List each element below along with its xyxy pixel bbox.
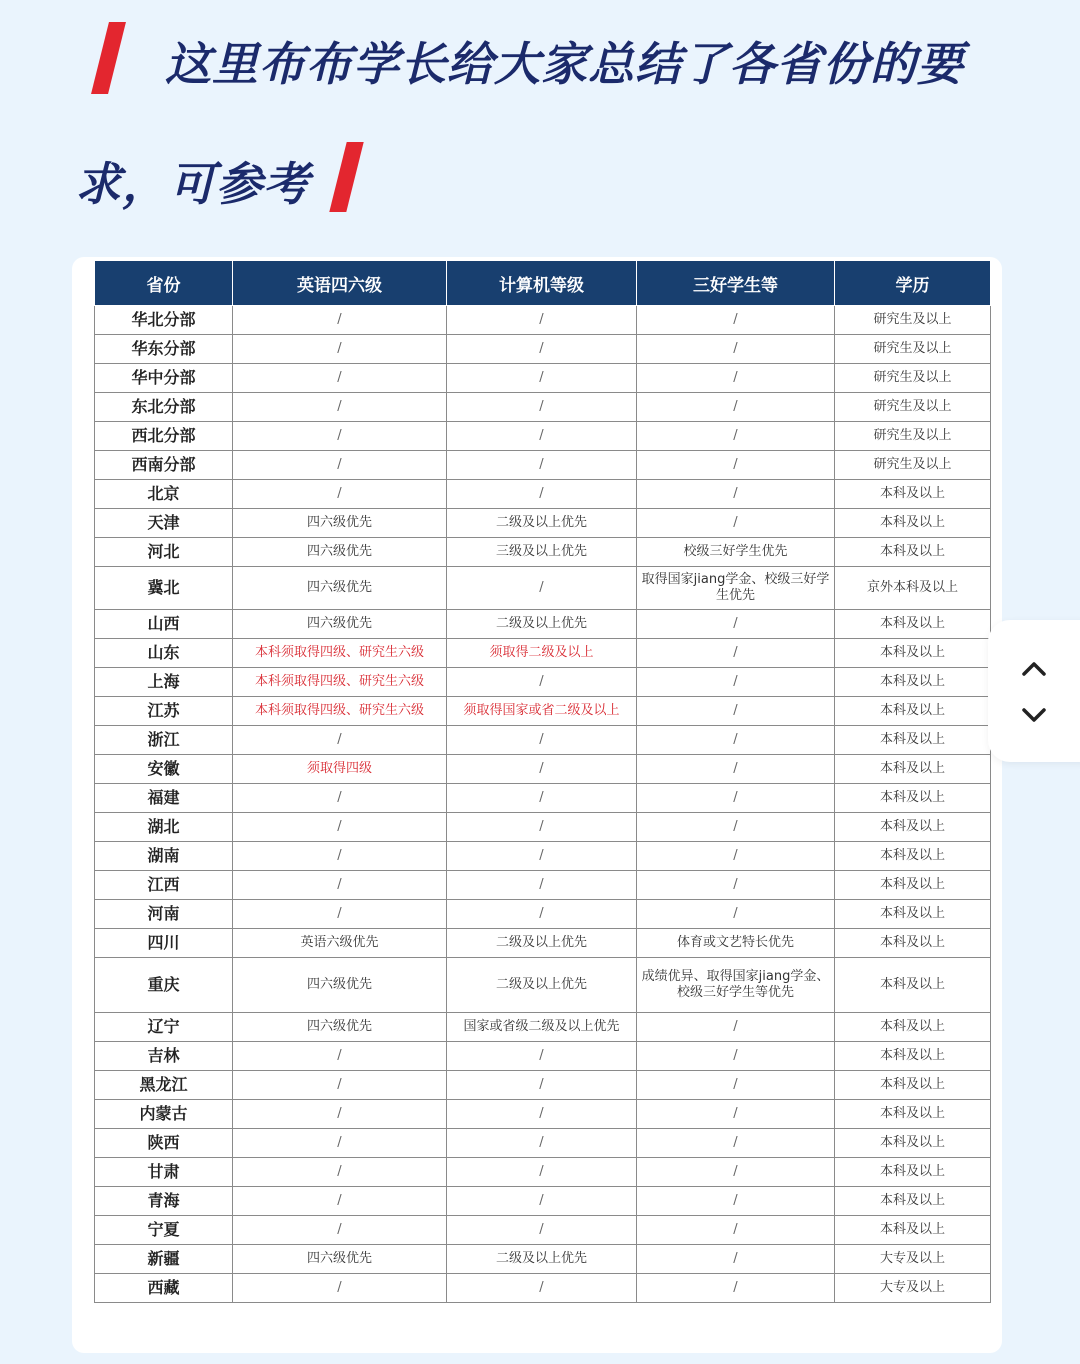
province-cell: 黑龙江 <box>95 1071 233 1100</box>
computer-cell: / <box>447 1042 637 1071</box>
education-cell: 大专及以上 <box>835 1274 991 1303</box>
english-cell: 四六级优先 <box>233 567 447 610</box>
table-row <box>95 1013 991 1042</box>
merit-cell: / <box>637 1274 835 1303</box>
province-cell: 甘肃 <box>95 1158 233 1187</box>
english-cell: 四六级优先 <box>233 1013 447 1042</box>
province-cell: 东北分部 <box>95 393 233 422</box>
merit-cell: / <box>637 842 835 871</box>
table-row <box>95 567 991 610</box>
merit-cell: / <box>637 871 835 900</box>
education-cell: 本科及以上 <box>835 813 991 842</box>
education-cell: 本科及以上 <box>835 509 991 538</box>
education-cell: 研究生及以上 <box>835 306 991 335</box>
province-cell: 浙江 <box>95 726 233 755</box>
table-row <box>95 842 991 871</box>
merit-cell: / <box>637 480 835 509</box>
heading-line-1: 这里布布学长给大家总结了各省份的要 <box>165 37 964 91</box>
header-merit: 三好学生等 <box>637 261 835 306</box>
english-cell: 四六级优先 <box>233 509 447 538</box>
table-row <box>95 900 991 929</box>
province-cell: 西北分部 <box>95 422 233 451</box>
province-cell: 吉林 <box>95 1042 233 1071</box>
computer-cell: / <box>447 364 637 393</box>
education-cell: 本科及以上 <box>835 1187 991 1216</box>
english-cell: / <box>233 1042 447 1071</box>
computer-cell: 二级及以上优先 <box>447 509 637 538</box>
english-cell: / <box>233 306 447 335</box>
red-accent-bar <box>329 142 363 212</box>
computer-cell: / <box>447 1187 637 1216</box>
province-cell: 西藏 <box>95 1274 233 1303</box>
english-cell: / <box>233 1187 447 1216</box>
computer-cell: / <box>447 726 637 755</box>
province-cell: 上海 <box>95 668 233 697</box>
merit-cell: / <box>637 1245 835 1274</box>
computer-cell: / <box>447 1216 637 1245</box>
merit-cell: / <box>637 335 835 364</box>
table-row <box>95 784 991 813</box>
article-heading <box>0 0 1080 240</box>
merit-cell: / <box>637 1071 835 1100</box>
computer-cell: / <box>447 567 637 610</box>
province-cell: 冀北 <box>95 567 233 610</box>
english-cell: / <box>233 1274 447 1303</box>
province-cell: 新疆 <box>95 1245 233 1274</box>
merit-cell: / <box>637 726 835 755</box>
education-cell: 本科及以上 <box>835 1071 991 1100</box>
province-cell: 福建 <box>95 784 233 813</box>
table-row <box>95 929 991 958</box>
merit-cell: / <box>637 1100 835 1129</box>
education-cell: 本科及以上 <box>835 1216 991 1245</box>
province-cell: 辽宁 <box>95 1013 233 1042</box>
merit-cell: / <box>637 393 835 422</box>
education-cell: 本科及以上 <box>835 697 991 726</box>
province-cell: 江苏 <box>95 697 233 726</box>
education-cell: 本科及以上 <box>835 784 991 813</box>
table-row <box>95 1100 991 1129</box>
table-row <box>95 726 991 755</box>
english-cell: / <box>233 480 447 509</box>
table-row <box>95 364 991 393</box>
table-row <box>95 755 991 784</box>
header-education: 学历 <box>835 261 991 306</box>
merit-cell: / <box>637 668 835 697</box>
table-row <box>95 1129 991 1158</box>
table-row <box>95 1158 991 1187</box>
merit-cell: / <box>637 1187 835 1216</box>
merit-cell: 校级三好学生优先 <box>637 538 835 567</box>
table-row <box>95 451 991 480</box>
header-computer: 计算机等级 <box>447 261 637 306</box>
table-row <box>95 538 991 567</box>
merit-cell: / <box>637 697 835 726</box>
english-cell: / <box>233 1100 447 1129</box>
province-requirements-table <box>94 260 991 1303</box>
education-cell: 本科及以上 <box>835 842 991 871</box>
province-cell: 江西 <box>95 871 233 900</box>
merit-cell: 取得国家jiang学金、校级三好学生优先 <box>637 567 835 610</box>
province-cell: 河北 <box>95 538 233 567</box>
province-cell: 华北分部 <box>95 306 233 335</box>
computer-cell: / <box>447 755 637 784</box>
computer-cell: / <box>447 842 637 871</box>
computer-cell: / <box>447 1129 637 1158</box>
merit-cell: / <box>637 451 835 480</box>
computer-cell: / <box>447 335 637 364</box>
education-cell: 本科及以上 <box>835 929 991 958</box>
english-cell: / <box>233 1071 447 1100</box>
province-cell: 湖北 <box>95 813 233 842</box>
education-cell: 本科及以上 <box>835 1158 991 1187</box>
table-row <box>95 958 991 1013</box>
education-cell: 本科及以上 <box>835 480 991 509</box>
merit-cell: / <box>637 639 835 668</box>
computer-cell: 三级及以上优先 <box>447 538 637 567</box>
table-card <box>72 257 1002 1353</box>
table-row <box>95 1187 991 1216</box>
education-cell: 京外本科及以上 <box>835 567 991 610</box>
province-cell: 重庆 <box>95 958 233 1013</box>
english-cell: / <box>233 1216 447 1245</box>
computer-cell: 国家或省级二级及以上优先 <box>447 1013 637 1042</box>
table-row <box>95 480 991 509</box>
computer-cell: / <box>447 1274 637 1303</box>
merit-cell: / <box>637 1216 835 1245</box>
merit-cell: / <box>637 1042 835 1071</box>
page-nav-pill <box>988 620 1080 762</box>
merit-cell: / <box>637 1129 835 1158</box>
chevron-up-icon[interactable] <box>1020 660 1048 678</box>
province-cell: 内蒙古 <box>95 1100 233 1129</box>
education-cell: 本科及以上 <box>835 668 991 697</box>
province-cell: 四川 <box>95 929 233 958</box>
table-row <box>95 422 991 451</box>
english-cell: 本科须取得四级、研究生六级 <box>233 697 447 726</box>
province-cell: 青海 <box>95 1187 233 1216</box>
computer-cell: / <box>447 306 637 335</box>
province-cell: 山东 <box>95 639 233 668</box>
table-row <box>95 393 991 422</box>
table-row <box>95 1245 991 1274</box>
computer-cell: 二级及以上优先 <box>447 610 637 639</box>
english-cell: / <box>233 451 447 480</box>
computer-cell: / <box>447 1100 637 1129</box>
english-cell: / <box>233 364 447 393</box>
province-cell: 华中分部 <box>95 364 233 393</box>
merit-cell: / <box>637 610 835 639</box>
education-cell: 本科及以上 <box>835 900 991 929</box>
computer-cell: / <box>447 422 637 451</box>
education-cell: 本科及以上 <box>835 726 991 755</box>
heading-line-2: 求，可参考 <box>75 157 310 211</box>
province-cell: 天津 <box>95 509 233 538</box>
education-cell: 本科及以上 <box>835 1013 991 1042</box>
computer-cell: 二级及以上优先 <box>447 929 637 958</box>
table-row <box>95 668 991 697</box>
table-row <box>95 1216 991 1245</box>
table-row <box>95 813 991 842</box>
province-cell: 西南分部 <box>95 451 233 480</box>
computer-cell: / <box>447 900 637 929</box>
table-row <box>95 697 991 726</box>
province-cell: 山西 <box>95 610 233 639</box>
computer-cell: / <box>447 784 637 813</box>
province-cell: 河南 <box>95 900 233 929</box>
english-cell: 四六级优先 <box>233 1245 447 1274</box>
red-accent-bar <box>91 22 126 94</box>
english-cell: 须取得四级 <box>233 755 447 784</box>
header-english: 英语四六级 <box>233 261 447 306</box>
english-cell: / <box>233 1158 447 1187</box>
education-cell: 大专及以上 <box>835 1245 991 1274</box>
education-cell: 本科及以上 <box>835 1042 991 1071</box>
table-row <box>95 306 991 335</box>
education-cell: 研究生及以上 <box>835 451 991 480</box>
education-cell: 本科及以上 <box>835 1100 991 1129</box>
english-cell: / <box>233 335 447 364</box>
province-cell: 湖南 <box>95 842 233 871</box>
table-row <box>95 639 991 668</box>
english-cell: / <box>233 900 447 929</box>
province-cell: 北京 <box>95 480 233 509</box>
education-cell: 本科及以上 <box>835 639 991 668</box>
computer-cell: 二级及以上优先 <box>447 958 637 1013</box>
header-province: 省份 <box>95 261 233 306</box>
table-row <box>95 1071 991 1100</box>
english-cell: / <box>233 813 447 842</box>
english-cell: / <box>233 422 447 451</box>
computer-cell: / <box>447 1071 637 1100</box>
merit-cell: / <box>637 900 835 929</box>
english-cell: 四六级优先 <box>233 538 447 567</box>
table-row <box>95 509 991 538</box>
computer-cell: 二级及以上优先 <box>447 1245 637 1274</box>
english-cell: / <box>233 393 447 422</box>
education-cell: 研究生及以上 <box>835 422 991 451</box>
computer-cell: / <box>447 813 637 842</box>
english-cell: / <box>233 842 447 871</box>
computer-cell: 须取得国家或省二级及以上 <box>447 697 637 726</box>
merit-cell: / <box>637 1158 835 1187</box>
merit-cell: / <box>637 784 835 813</box>
merit-cell: / <box>637 755 835 784</box>
merit-cell: 体育或文艺特长优先 <box>637 929 835 958</box>
province-cell: 陕西 <box>95 1129 233 1158</box>
english-cell: 本科须取得四级、研究生六级 <box>233 639 447 668</box>
province-cell: 安徽 <box>95 755 233 784</box>
english-cell: / <box>233 871 447 900</box>
merit-cell: / <box>637 509 835 538</box>
english-cell: / <box>233 784 447 813</box>
merit-cell: 成绩优异、取得国家jiang学金、校级三好学生等优先 <box>637 958 835 1013</box>
computer-cell: / <box>447 871 637 900</box>
merit-cell: / <box>637 364 835 393</box>
computer-cell: / <box>447 1158 637 1187</box>
education-cell: 研究生及以上 <box>835 364 991 393</box>
computer-cell: / <box>447 451 637 480</box>
province-cell: 宁夏 <box>95 1216 233 1245</box>
education-cell: 本科及以上 <box>835 610 991 639</box>
english-cell: / <box>233 726 447 755</box>
table-row <box>95 335 991 364</box>
merit-cell: / <box>637 422 835 451</box>
table-header-row <box>95 261 991 306</box>
english-cell: 四六级优先 <box>233 958 447 1013</box>
table-row <box>95 871 991 900</box>
computer-cell: / <box>447 393 637 422</box>
merit-cell: / <box>637 813 835 842</box>
computer-cell: / <box>447 480 637 509</box>
merit-cell: / <box>637 306 835 335</box>
chevron-down-icon[interactable] <box>1020 706 1048 724</box>
education-cell: 本科及以上 <box>835 755 991 784</box>
table-row <box>95 610 991 639</box>
computer-cell: 须取得二级及以上 <box>447 639 637 668</box>
education-cell: 研究生及以上 <box>835 393 991 422</box>
table-row <box>95 1274 991 1303</box>
merit-cell: / <box>637 1013 835 1042</box>
education-cell: 本科及以上 <box>835 538 991 567</box>
table-row <box>95 1042 991 1071</box>
education-cell: 本科及以上 <box>835 871 991 900</box>
english-cell: 英语六级优先 <box>233 929 447 958</box>
computer-cell: / <box>447 668 637 697</box>
province-cell: 华东分部 <box>95 335 233 364</box>
education-cell: 研究生及以上 <box>835 335 991 364</box>
english-cell: / <box>233 1129 447 1158</box>
english-cell: 本科须取得四级、研究生六级 <box>233 668 447 697</box>
education-cell: 本科及以上 <box>835 958 991 1013</box>
education-cell: 本科及以上 <box>835 1129 991 1158</box>
english-cell: 四六级优先 <box>233 610 447 639</box>
